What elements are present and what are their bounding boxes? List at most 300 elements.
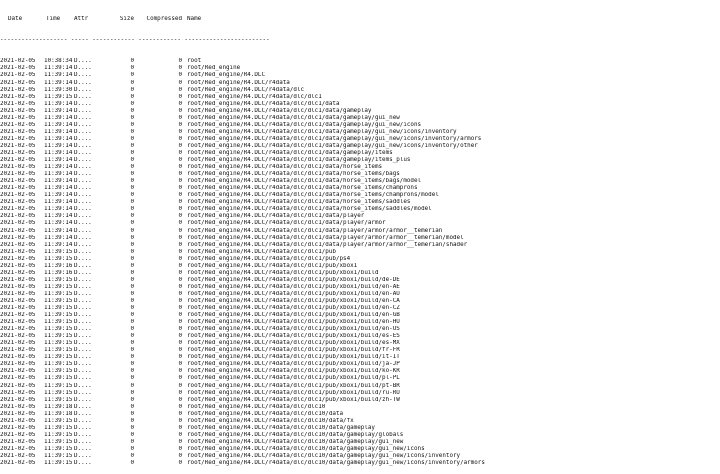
row-compressed: 0	[178, 283, 182, 290]
row-time: 11:39:30	[44, 86, 73, 93]
row-name: root/Red_engine/R4.DLC/r4data/dlc	[187, 86, 305, 93]
row-compressed: 0	[178, 382, 182, 389]
row-time: 11:39:15	[44, 290, 73, 297]
row-attr: D....	[74, 305, 92, 312]
table-row	[0, 347, 720, 354]
row-compressed: 0	[178, 368, 182, 375]
table-row	[0, 326, 720, 333]
row-time: 11:39:15	[44, 396, 73, 403]
row-attr: D....	[74, 86, 92, 93]
row-time: 11:39:18	[44, 410, 73, 417]
row-date: 2021-02-05	[0, 58, 36, 65]
row-attr: D....	[74, 72, 92, 79]
row-size: 0	[130, 185, 134, 192]
row-date: 2021-02-05	[0, 431, 36, 438]
row-compressed: 0	[178, 171, 182, 178]
row-name: root/Red_engine/R4.DLC/r4data/dlc/dlc1/data/player/armor/armor__temerian	[187, 227, 443, 234]
row-compressed: 0	[178, 354, 182, 361]
row-attr: D....	[74, 403, 92, 410]
row-compressed: 0	[178, 319, 182, 326]
row-compressed: 0	[178, 417, 182, 424]
row-date: 2021-02-05	[0, 326, 36, 333]
table-row	[0, 213, 720, 220]
row-attr: D....	[74, 460, 92, 467]
table-row	[0, 284, 720, 291]
row-date: 2021-02-05	[0, 382, 36, 389]
row-date: 2021-02-05	[0, 389, 36, 396]
row-size: 0	[130, 431, 134, 438]
row-time: 11:39:15	[44, 375, 73, 382]
row-name: root/Red_engine/R4.DLC/r4data/dlc/dlc1/pub/xbox1/build/en-CA	[187, 297, 400, 304]
table-row	[0, 136, 720, 143]
row-attr: D....	[74, 326, 92, 333]
row-name: root/Red_engine/R4.DLC/r4data/dlc/dlc10/data/gameplay/globals	[187, 431, 404, 438]
row-compressed: 0	[178, 114, 182, 121]
row-date: 2021-02-05	[0, 347, 36, 354]
row-time: 11:39:15	[44, 340, 73, 347]
row-date: 2021-02-05	[0, 438, 36, 445]
row-attr: D....	[74, 424, 92, 431]
row-name: root/Red_engine/R4.DLC/r4data/dlc/dlc1/pub/xbox1/build/en-GB	[187, 312, 400, 319]
row-compressed: 0	[178, 241, 182, 248]
table-row	[0, 65, 720, 72]
row-time: 11:39:14	[44, 149, 73, 156]
row-date: 2021-02-05	[0, 403, 36, 410]
row-attr: D....	[74, 276, 92, 283]
row-attr: D....	[74, 445, 92, 452]
row-name: root/Red_engine/R4.DLC/r4data/dlc/dlc1/data/horse_items/saddles	[187, 199, 411, 206]
row-attr: D....	[74, 178, 92, 185]
table-row	[0, 319, 720, 326]
row-date: 2021-02-05	[0, 171, 36, 178]
row-attr: D....	[74, 368, 92, 375]
row-time: 11:39:14	[44, 227, 73, 234]
row-attr: D....	[74, 453, 92, 459]
table-row	[0, 87, 720, 94]
row-attr: D....	[74, 185, 92, 192]
row-attr: D....	[74, 220, 92, 227]
row-name: root/Red_engine/R4.DLC/r4data/dlc/dlc10/data/gameplay	[187, 424, 375, 431]
row-time: 11:39:15	[44, 438, 73, 445]
row-date: 2021-02-05	[0, 333, 36, 340]
row-compressed: 0	[178, 460, 182, 467]
row-compressed: 0	[178, 213, 182, 220]
row-size: 0	[130, 178, 134, 185]
row-date: 2021-02-05	[0, 157, 36, 164]
table-row	[0, 192, 720, 199]
row-size: 0	[130, 396, 134, 403]
row-date: 2021-02-05	[0, 424, 36, 431]
row-size: 0	[130, 142, 134, 149]
row-size: 0	[130, 410, 134, 417]
row-size: 0	[130, 86, 134, 93]
row-date: 2021-02-05	[0, 396, 36, 403]
row-name: root/Red_engine/R4.DLC/r4data/dlc/dlc1/data	[187, 100, 340, 107]
row-attr: D....	[74, 213, 92, 220]
row-time: 11:39:15	[44, 389, 73, 396]
row-name: root/Red_engine/R4.DLC/r4data/dlc/dlc1/pub/xbox1/build/ko-KR	[187, 368, 400, 375]
row-date: 2021-02-05	[0, 185, 36, 192]
row-attr: D....	[74, 171, 92, 178]
row-time: 11:39:15	[44, 445, 73, 452]
row-size: 0	[130, 248, 134, 255]
row-compressed: 0	[178, 326, 182, 333]
row-date: 2021-02-05	[0, 255, 36, 262]
row-compressed: 0	[178, 121, 182, 128]
row-compressed: 0	[178, 58, 182, 65]
row-compressed: 0	[178, 199, 182, 206]
row-size: 0	[130, 389, 134, 396]
row-name: root/Red_engine/R4.DLC/r4data/dlc/dlc1/pub/xbox1/build/pt-BR	[187, 382, 400, 389]
row-date: 2021-02-05	[0, 361, 36, 368]
table-row	[0, 199, 720, 206]
row-size: 0	[130, 347, 134, 354]
row-size: 0	[130, 107, 134, 114]
row-compressed: 0	[178, 220, 182, 227]
row-attr: D....	[74, 142, 92, 149]
header-date: Date	[8, 16, 23, 23]
row-date: 2021-02-05	[0, 290, 36, 297]
row-attr: D....	[74, 192, 92, 199]
row-name: root/Red_engine/R4.DLC/r4data/dlc/dlc1/pub/ps4	[187, 255, 351, 262]
row-size: 0	[130, 199, 134, 206]
row-date: 2021-02-05	[0, 368, 36, 375]
row-time: 11:39:15	[44, 333, 73, 340]
table-row	[0, 270, 720, 277]
row-name: root/Red_engine/R4.DLC/r4data/dlc/dlc1/pub/xbox1/build/fr-FR	[187, 347, 400, 354]
table-row	[0, 72, 720, 79]
row-size: 0	[130, 93, 134, 100]
table-row	[0, 171, 720, 178]
row-time: 11:39:16	[44, 262, 73, 269]
row-attr: D....	[74, 149, 92, 156]
row-date: 2021-02-05	[0, 93, 36, 100]
row-name: root/Red_engine/R4.DLC/r4data/dlc/dlc1/data/horse_items/champrons/model	[187, 192, 439, 199]
row-attr: D....	[74, 128, 92, 135]
row-name: root/Red_engine/R4.DLC/r4data/dlc/dlc1/pub/xbox1/build/en-CZ	[187, 305, 400, 312]
row-name: root/Red_engine/R4.DLC/r4data/dlc/dlc1/data/gameplay/items	[187, 149, 393, 156]
row-size: 0	[130, 255, 134, 262]
row-time: 11:39:14	[44, 121, 73, 128]
row-date: 2021-02-05	[0, 241, 36, 248]
table-row	[0, 108, 720, 115]
row-name: root/Red_engine/R4.DLC/r4data/dlc/dlc1/data/player/armor/armor__temerian/model	[187, 234, 464, 241]
table-row	[0, 256, 720, 263]
table-row	[0, 291, 720, 298]
row-size: 0	[130, 361, 134, 368]
header-size: Size	[119, 16, 134, 23]
row-date: 2021-02-05	[0, 164, 36, 171]
row-compressed: 0	[178, 234, 182, 241]
row-compressed: 0	[178, 361, 182, 368]
table-row	[0, 277, 720, 284]
row-compressed: 0	[178, 424, 182, 431]
row-time: 11:39:16	[44, 269, 73, 276]
table-row	[0, 340, 720, 347]
row-compressed: 0	[178, 86, 182, 93]
row-compressed: 0	[178, 290, 182, 297]
row-time: 11:39:15	[44, 326, 73, 333]
row-compressed: 0	[178, 248, 182, 255]
row-size: 0	[130, 305, 134, 312]
row-attr: D....	[74, 65, 92, 72]
row-name: root/Red_engine/R4.DLC/r4data/dlc/dlc1/data/horse_items	[187, 164, 383, 171]
row-attr: D....	[74, 121, 92, 128]
row-name: root/Red_engine/R4.DLC/r4data/dlc/dlc1/data/horse_items/bags	[187, 171, 400, 178]
row-date: 2021-02-05	[0, 248, 36, 255]
table-row	[0, 249, 720, 256]
row-size: 0	[130, 227, 134, 234]
row-time: 11:39:14	[44, 171, 73, 178]
row-compressed: 0	[178, 396, 182, 403]
row-size: 0	[130, 192, 134, 199]
row-compressed: 0	[178, 93, 182, 100]
row-time: 11:39:15	[44, 361, 73, 368]
row-name: root/Red_engine/R4.DLC/r4data/dlc/dlc1/pub/xbox1/build/en-HU	[187, 319, 400, 326]
row-size: 0	[130, 290, 134, 297]
table-row	[0, 220, 720, 227]
row-attr: D....	[74, 410, 92, 417]
row-name: root/Red_engine/R4.DLC/r4data/dlc/dlc1/pub/xbox1/build/en-AE	[187, 283, 400, 290]
table-row	[0, 383, 720, 390]
row-date: 2021-02-05	[0, 100, 36, 107]
row-time: 11:39:14	[44, 192, 73, 199]
row-compressed: 0	[178, 100, 182, 107]
row-name: root/Red_engine/R4.DLC/r4data/dlc/dlc1/pub/xbox1/build/ja-JP	[187, 361, 400, 368]
table-row	[0, 354, 720, 361]
table-row	[0, 129, 720, 136]
row-date: 2021-02-05	[0, 220, 36, 227]
row-name: root/Red_engine/R4.DLC/r4data/dlc/dlc1/pub/xbox1/build/it-IT	[187, 354, 400, 361]
row-time: 11:39:15	[44, 312, 73, 319]
row-name: root/Red_engine/R4.DLC/r4data/dlc/dlc1/data/gameplay/gui_new	[187, 114, 400, 121]
row-date: 2021-02-05	[0, 192, 36, 199]
row-date: 2021-02-05	[0, 65, 36, 72]
row-time: 11:39:14	[44, 241, 73, 248]
table-row	[0, 143, 720, 150]
row-compressed: 0	[178, 305, 182, 312]
row-name: root/Red_engine/R4.DLC/r4data/dlc/dlc1/data/gameplay/gui_new/icons	[187, 121, 422, 128]
row-date: 2021-02-05	[0, 410, 36, 417]
row-attr: D....	[74, 227, 92, 234]
header-separator: ------------------- ----- ------------ ------------ ------------------------	[0, 37, 270, 44]
row-compressed: 0	[178, 410, 182, 417]
row-time: 11:39:15	[44, 460, 73, 467]
row-time: 11:39:15	[44, 453, 73, 459]
table-row	[0, 178, 720, 185]
row-compressed: 0	[178, 375, 182, 382]
row-size: 0	[130, 220, 134, 227]
row-name: root/Red_engine/R4.DLC/r4data/dlc/dlc10/data/gameplay/gui_new/icons	[187, 445, 425, 452]
row-name: root/Red_engine/R4.DLC/r4data/dlc/dlc1/data/gameplay	[187, 107, 372, 114]
row-attr: D....	[74, 361, 92, 368]
row-time: 11:39:14	[44, 206, 73, 213]
table-row	[0, 432, 720, 439]
row-size: 0	[130, 241, 134, 248]
row-name: root/Red_engine/R4.DLC/r4data/dlc/dlc10	[187, 403, 326, 410]
row-name: root/Red_engine/R4.DLC/r4data/dlc/dlc1/pub/xbox1/build/ru-RU	[187, 389, 400, 396]
row-time: 11:39:14	[44, 128, 73, 135]
row-attr: D....	[74, 354, 92, 361]
table-row	[0, 390, 720, 397]
table-row	[0, 312, 720, 319]
row-size: 0	[130, 417, 134, 424]
row-size: 0	[130, 403, 134, 410]
table-row	[0, 375, 720, 382]
row-size: 0	[130, 171, 134, 178]
table-row	[0, 397, 720, 404]
row-size: 0	[130, 164, 134, 171]
listing-rows	[0, 58, 720, 467]
row-name: root/Red_engine/R4.DLC/r4data/dlc/dlc1/data/horse_items/bags/model	[187, 178, 422, 185]
row-name: root/Red_engine/R4.DLC/r4data/dlc/dlc1/data/gameplay/gui_new/icons/inventory/other	[187, 142, 478, 149]
row-attr: D....	[74, 417, 92, 424]
row-name: root/Red_engine/R4.DLC/r4data/dlc/dlc1/data/player/armor/armor__temerian/shader	[187, 241, 468, 248]
row-date: 2021-02-05	[0, 305, 36, 312]
row-time: 11:39:14	[44, 234, 73, 241]
row-date: 2021-02-05	[0, 460, 36, 467]
row-attr: D....	[74, 79, 92, 86]
table-row	[0, 404, 720, 411]
row-compressed: 0	[178, 164, 182, 171]
table-row	[0, 242, 720, 249]
row-date: 2021-02-05	[0, 340, 36, 347]
row-size: 0	[130, 424, 134, 431]
header-compressed: Compressed	[146, 16, 182, 23]
row-compressed: 0	[178, 185, 182, 192]
row-name: root/Red_engine/R4.DLC/r4data/dlc/dlc1/data/gameplay/gui_new/icons/inventory/armors	[187, 135, 482, 142]
row-size: 0	[130, 262, 134, 269]
table-row	[0, 368, 720, 375]
row-time: 11:39:15	[44, 255, 73, 262]
table-row	[0, 411, 720, 418]
row-date: 2021-02-05	[0, 178, 36, 185]
row-compressed: 0	[178, 157, 182, 164]
row-time: 11:39:15	[44, 417, 73, 424]
table-row	[0, 418, 720, 425]
row-size: 0	[130, 460, 134, 467]
row-time: 11:39:14	[44, 65, 73, 72]
row-name: root/Red_engine/R4.DLC/r4data/dlc/dlc1/pub/xbox1/build/en-US	[187, 326, 400, 333]
row-attr: D....	[74, 297, 92, 304]
row-time: 11:39:15	[44, 248, 73, 255]
row-name: root/Red_engine/R4.DLC/r4data/dlc/dlc1/pub/xbox1/build/es-MX	[187, 340, 400, 347]
row-time: 11:39:15	[44, 382, 73, 389]
row-name: root/Red_engine/R4.DLC/r4data/dlc/dlc1/pub/xbox1/build/pl-PL	[187, 375, 400, 382]
table-row	[0, 333, 720, 340]
listing-header	[0, 16, 720, 23]
row-date: 2021-02-05	[0, 453, 36, 459]
row-size: 0	[130, 79, 134, 86]
table-row	[0, 228, 720, 235]
table-row	[0, 235, 720, 242]
row-date: 2021-02-05	[0, 86, 36, 93]
row-size: 0	[130, 100, 134, 107]
row-compressed: 0	[178, 389, 182, 396]
header-attr: Attr	[74, 16, 89, 23]
row-compressed: 0	[178, 149, 182, 156]
row-time: 11:39:15	[44, 354, 73, 361]
row-date: 2021-02-05	[0, 128, 36, 135]
row-compressed: 0	[178, 438, 182, 445]
row-time: 11:39:14	[44, 114, 73, 121]
row-date: 2021-02-05	[0, 354, 36, 361]
row-compressed: 0	[178, 276, 182, 283]
row-date: 2021-02-05	[0, 276, 36, 283]
row-time: 11:39:15	[44, 305, 73, 312]
row-time: 11:39:15	[44, 431, 73, 438]
table-row	[0, 305, 720, 312]
row-name: root/Red_engine/R4.DLC/r4data/dlc/dlc1/data/gameplay/items_plus	[187, 157, 411, 164]
row-time: 11:39:14	[44, 79, 73, 86]
row-compressed: 0	[178, 269, 182, 276]
table-row	[0, 164, 720, 171]
row-name: root/Red_engine/R4.DLC/r4data/dlc/dlc1/pub/xbox1/build	[187, 269, 379, 276]
row-time: 11:39:15	[44, 424, 73, 431]
row-time: 11:39:15	[44, 319, 73, 326]
row-size: 0	[130, 333, 134, 340]
header-time: Time	[46, 16, 61, 23]
row-size: 0	[130, 375, 134, 382]
row-compressed: 0	[178, 340, 182, 347]
row-compressed: 0	[178, 403, 182, 410]
row-size: 0	[130, 72, 134, 79]
row-attr: D....	[74, 157, 92, 164]
row-size: 0	[130, 382, 134, 389]
row-time: 11:39:15	[44, 276, 73, 283]
table-row	[0, 157, 720, 164]
row-size: 0	[130, 58, 134, 65]
row-compressed: 0	[178, 206, 182, 213]
row-attr: D....	[74, 135, 92, 142]
table-row	[0, 361, 720, 368]
table-row	[0, 206, 720, 213]
row-name: root/Red_engine/R4.DLC/r4data/dlc/dlc1/pub/xbox1/build/de-DE	[187, 276, 400, 283]
row-attr: D....	[74, 283, 92, 290]
row-time: 11:39:18	[44, 403, 73, 410]
table-row	[0, 150, 720, 157]
row-compressed: 0	[178, 312, 182, 319]
row-attr: D....	[74, 114, 92, 121]
row-time: 11:39:14	[44, 178, 73, 185]
row-time: 11:39:14	[44, 199, 73, 206]
table-row	[0, 263, 720, 270]
row-date: 2021-02-05	[0, 297, 36, 304]
row-attr: D....	[74, 100, 92, 107]
row-name: root/Red_engine/R4.DLC/r4data/dlc/dlc10/data/gameplay/gui_new	[187, 438, 404, 445]
row-time: 10:38:34	[44, 58, 73, 65]
row-date: 2021-02-05	[0, 72, 36, 79]
row-date: 2021-02-05	[0, 114, 36, 121]
row-date: 2021-02-05	[0, 206, 36, 213]
row-date: 2021-02-05	[0, 142, 36, 149]
row-time: 11:39:14	[44, 213, 73, 220]
table-row	[0, 446, 720, 453]
row-name: root/Red_engine/R4.DLC/r4data/dlc/dlc1/pub/xbox1/build/zh-TW	[187, 396, 400, 403]
row-date: 2021-02-05	[0, 135, 36, 142]
row-attr: D....	[74, 347, 92, 354]
row-attr: D....	[74, 375, 92, 382]
row-name: root/Red_engine/R4.DLC/r4data/dlc/dlc1/pub/xbox1/build/es-ES	[187, 333, 400, 340]
row-compressed: 0	[178, 135, 182, 142]
row-attr: D....	[74, 319, 92, 326]
row-attr: D....	[74, 234, 92, 241]
row-name: root/Red_engine/R4.DLC/r4data/dlc/dlc1	[187, 93, 322, 100]
table-row	[0, 94, 720, 101]
row-date: 2021-02-05	[0, 199, 36, 206]
row-compressed: 0	[178, 178, 182, 185]
archive-listing	[0, 2, 720, 474]
